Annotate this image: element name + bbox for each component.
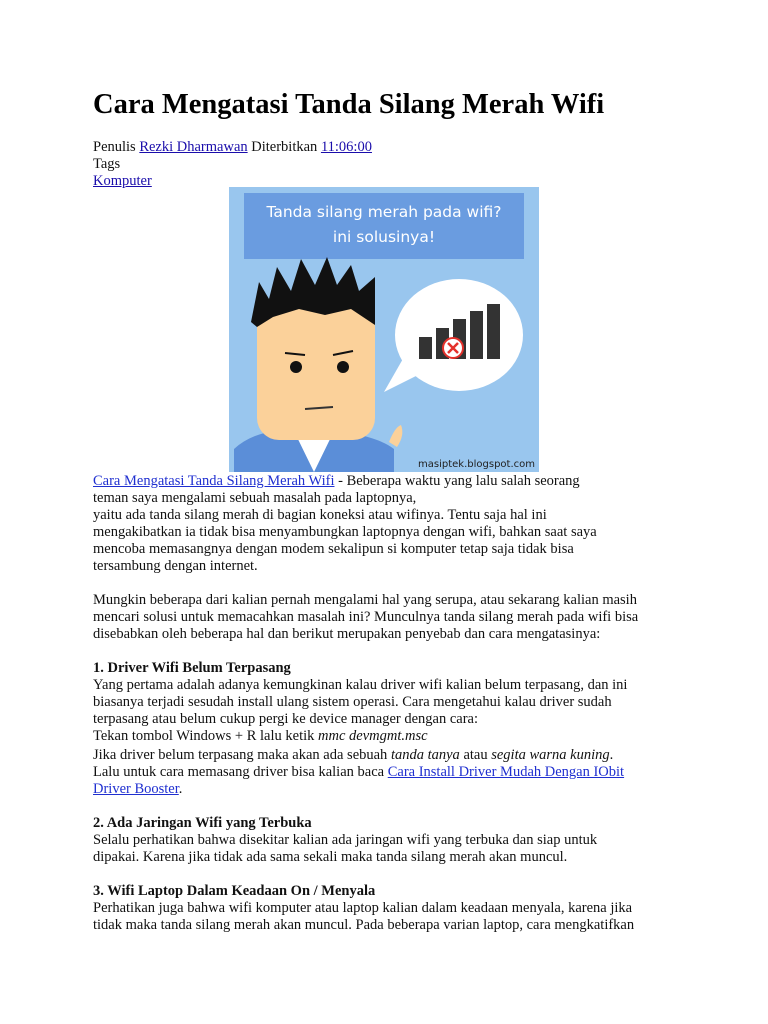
hero-banner-line2: ini solusinya! — [332, 228, 436, 246]
para2-line-1: Mungkin beberapa dari kalian pernah mengalami hal yang serupa, atau sekarang kalian masih — [93, 592, 637, 608]
intro-line-6: tersambung dengan internet. — [93, 558, 258, 574]
published-label: Diterbitkan — [251, 139, 318, 155]
emphasis-segitiga: segita warna kuning — [491, 747, 610, 763]
tag-link-komputer[interactable]: Komputer — [93, 173, 152, 189]
section1-line-7 — [93, 781, 683, 798]
section3-line-1: Perhatikan juga bahwa wifi komputer atau laptop kalian dalam keadaan menyala, karena jika — [93, 900, 633, 916]
para2-line-3: disebabkan oleh beberapa hal dan berikut merupakan penyebab dan cara mengatasinya: — [93, 626, 601, 642]
section1-line-5-end: . — [609, 747, 614, 763]
section1-line-6-prefix: Lalu untuk cara memasang driver bisa kalian baca — [93, 764, 388, 780]
section2-heading: 2. Ada Jaringan Wifi yang Terbuka — [93, 815, 312, 831]
command-text: mmc devmgmt.msc — [318, 728, 428, 744]
hero-illustration — [229, 187, 539, 472]
spacer — [93, 643, 683, 660]
page-title: Cara Mengatasi Tanda Silang Merah Wifi — [93, 89, 605, 120]
published-time-link[interactable]: 11:06:00 — [320, 139, 372, 155]
section1-line-5-mid: atau — [459, 747, 492, 763]
intro-line-5: mencoba memasangnya dengan modem sekalipun si komputer tetap saja tidak bisa — [93, 541, 574, 557]
title-link[interactable]: Cara Mengatasi Tanda Silang Merah Wifi — [93, 473, 335, 489]
section1-line-4 — [93, 728, 683, 745]
spacer — [93, 866, 683, 883]
emphasis-tanda-tanya: tanda tanya — [390, 747, 460, 763]
section1-line-5 — [93, 747, 683, 764]
section1-line-3: terpasang atau belum cukup pergi ke device manager dengan cara: — [93, 711, 479, 727]
section1-line-4-prefix: Tekan tombol Windows + R lalu ketik — [93, 728, 318, 744]
iobit-link-part2[interactable]: Driver Booster — [93, 781, 179, 797]
intro-line-4: mengakibatkan ia tidak bisa menyambungkan laptopnya dengan wifi, bahkan saat saya — [93, 524, 597, 540]
tags-label: Tags — [93, 156, 121, 172]
hero-banner-line1: Tanda silang merah pada wifi? — [266, 203, 502, 221]
section1-line-2: biasanya terjadi sesudah install ulang sistem operasi. Cara mengetahui kalau driver sudah — [93, 694, 612, 710]
section1-line-5-prefix: Jika driver belum terpasang maka akan ada sebuah — [93, 747, 391, 763]
author-label: Penulis — [93, 139, 136, 155]
article-body — [93, 473, 683, 934]
hero-svg — [229, 187, 539, 472]
iobit-link-part1[interactable]: Cara Install Driver Mudah Dengan IObit — [387, 764, 625, 780]
author-row — [93, 139, 693, 156]
spacer — [93, 575, 683, 592]
author-link[interactable]: Rezki Dharmawan — [139, 139, 248, 155]
section1-line-6 — [93, 764, 683, 781]
section3-heading: 3. Wifi Laptop Dalam Keadaan On / Menyala — [93, 883, 376, 899]
section2-line-1: Selalu perhatikan bahwa disekitar kalian ada jaringan wifi yang terbuka dan siap untuk — [93, 832, 598, 848]
section3-line-2: tidak maka tanda silang merah akan muncul. Pada beberapa varian laptop, cara mengkatifkan — [93, 917, 635, 933]
intro-line-1-rest: - Beberapa waktu yang lalu salah seorang — [334, 473, 580, 489]
section1-heading: 1. Driver Wifi Belum Terpasang — [93, 660, 291, 676]
section1-line-1: Yang pertama adalah adanya kemungkinan kalau driver wifi kalian belum terpasang, dan ini — [93, 677, 628, 693]
section2-line-2: dipakai. Karena jika tidak ada sama sekali maka tanda silang merah akan muncul. — [93, 849, 568, 865]
hero-watermark: masiptek.blogspot.com — [418, 459, 535, 470]
intro-line-1 — [93, 473, 683, 490]
spacer — [93, 798, 683, 815]
red-x-icon — [443, 338, 463, 358]
intro-line-2: teman saya mengalami sebuah masalah pada laptopnya, — [93, 490, 417, 506]
intro-line-3: yaitu ada tanda silang merah di bagian koneksi atau wifinya. Tentu saja hal ini — [93, 507, 547, 523]
section1-line-7-end: . — [178, 781, 183, 797]
article-meta — [93, 139, 693, 190]
para2-line-2: mencari solusi untuk memacahkan masalah ini? Munculnya tanda silang merah pada wifi bisa — [93, 609, 639, 625]
